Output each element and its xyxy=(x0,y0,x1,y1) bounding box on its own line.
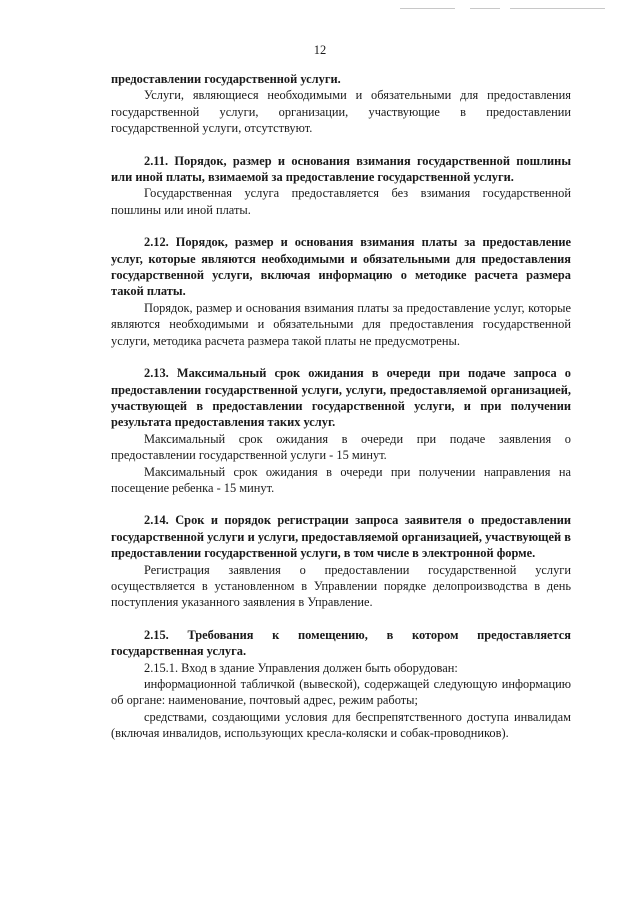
section-heading: предоставлении государственной услуги. xyxy=(111,72,341,86)
paragraph: Услуги, являющиеся необходимыми и обязательными для предоставления государственной услуги, организации, участвующие в предоставлении государственной услуги, отсутствуют. xyxy=(111,88,571,136)
paragraph: Максимальный срок ожидания в очереди при получении направления на посещение ребенка - 15 минут. xyxy=(111,464,571,495)
page-number: 12 xyxy=(313,43,327,57)
paragraph-gap xyxy=(111,496,571,512)
section-heading: 2.13. Максимальный срок ожидания в очереди при подаче запроса о предоставлении государственной услуги, услуги, предоставляемой организацией, участвующей в предоставлении государственной услуги, и при получении результата предоставления таких услуг. xyxy=(111,366,571,430)
paragraph: Государственная услуга предоставляется без взимания государственной пошлины или иной платы. xyxy=(111,186,571,217)
section-heading: 2.12. Порядок, размер и основания взимания платы за предоставление услуг, которые являются необходимыми и обязательными для предоставления государственной услуги, включая информацию о методике расчета размера такой платы. xyxy=(111,235,571,299)
paragraph-gap xyxy=(111,349,571,365)
scan-artifact-line xyxy=(470,8,500,9)
paragraph: средствами, создающими условия для беспрепятственного доступа инвалидам (включая инвалидов, использующих кресла-коляски и собак-проводников). xyxy=(111,709,571,741)
paragraph-gap xyxy=(111,218,571,234)
paragraph: Порядок, размер и основания взимания платы за предоставление услуг, которые являются необходимыми и обязательными для предоставления государственной услуги, методика расчета размера такой платы не предусмотрены. xyxy=(111,300,571,348)
scan-artifact-line xyxy=(510,8,605,9)
paragraph-gap xyxy=(111,611,571,627)
section-heading: 2.14. Срок и порядок регистрации запроса заявителя о предоставлении государственной услуги и услуги, предоставляемой организацией, участвующей в предоставлении государственной услуги, в том числе в электронной форме. xyxy=(111,513,571,561)
paragraph: 2.15.1. Вход в здание Управления должен быть оборудован: xyxy=(144,660,458,675)
section-heading: 2.15. Требования к помещению, в котором предоставляется государственная услуга. xyxy=(111,627,571,659)
paragraph-gap xyxy=(111,137,571,153)
paragraph: Регистрация заявления о предоставлении государственной услуги осуществляется в установленном в Управлении порядке делопроизводства в день поступления указанного заявления в Управление. xyxy=(111,562,571,610)
document-body xyxy=(111,71,571,742)
section-heading: 2.11. Порядок, размер и основания взимания государственной пошлины или иной платы, взимаемой за предоставление государственной услуги. xyxy=(111,153,571,185)
scan-artifact-line xyxy=(400,8,455,9)
paragraph: информационной табличкой (вывеской), содержащей следующую информацию об органе: наименование, почтовый адрес, режим работы; xyxy=(111,677,571,708)
paragraph: Максимальный срок ожидания в очереди при подаче заявления о предоставлении государственной услуги - 15 минут. xyxy=(111,431,571,463)
